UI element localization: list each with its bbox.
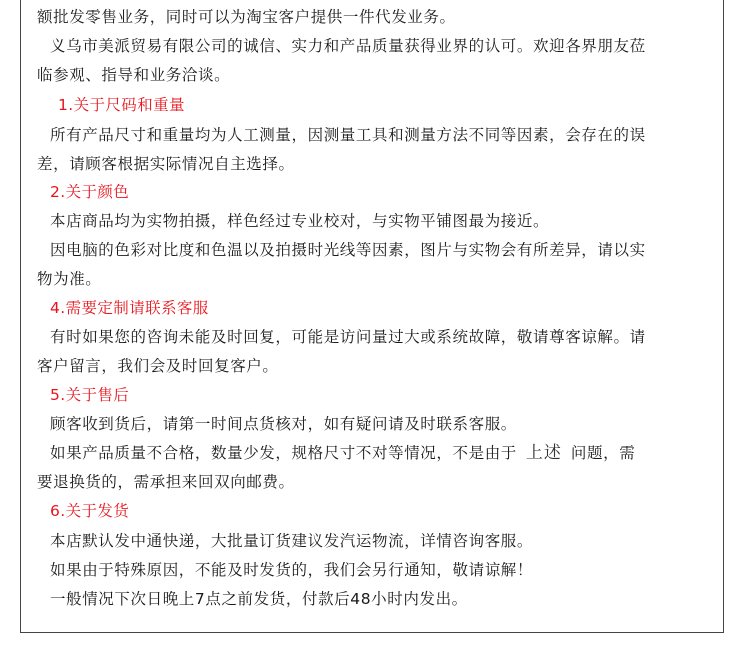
shipping-line-3: 一般情况下次日晚上7点之前发货，付款后48小时内发出。 xyxy=(50,590,468,608)
intro-line-1: 额批发零售业务，同时可以为淘宝客户提供一件代发业务。 xyxy=(37,8,456,26)
section-heading-after-sales: 5.关于售后 xyxy=(50,386,130,404)
size-weight-line-2: 差，请顾客根据实际情况自主选择。 xyxy=(37,155,295,173)
color-line-3: 物为准。 xyxy=(37,270,102,288)
color-line-1: 本店商品均为实物拍摄，样色经过专业校对，与实物平铺图最为接近。 xyxy=(50,212,550,230)
size-weight-line-1: 所有产品尺寸和重量均为人工测量，因测量工具和测量方法不同等因素，会存在的误 xyxy=(50,126,646,144)
after-sales-line-2-end: 问题，需 xyxy=(570,444,636,462)
color-line-2: 因电脑的色彩对比度和色温以及拍摄时光线等因素，图片与实物会有所差异，请以实 xyxy=(50,241,646,259)
custom-line-1: 有时如果您的咨询未能及时回复，可能是访问量过大或系统故障，敬请尊客谅解。请 xyxy=(50,328,646,346)
after-sales-line-1: 顾客收到货后，请第一时间点货核对，如有疑问请及时联系客服。 xyxy=(50,415,517,433)
section-heading-custom: 4.需要定制请联系客服 xyxy=(50,299,209,317)
after-sales-line-2-start: 如果产品质量不合格，数量少发，规格尺寸不对等情况，不是由于 xyxy=(50,444,517,462)
section-heading-shipping: 6.关于发货 xyxy=(50,502,130,520)
section-heading-size-weight: 1.关于尺码和重量 xyxy=(58,96,185,114)
shipping-line-2: 如果由于特殊原因，不能及时发货的，我们会另行通知，敬请谅解！ xyxy=(50,561,534,579)
after-sales-highlight: 上述 xyxy=(525,443,562,463)
shipping-line-1: 本店默认发中通快递，大批量订货建议发汽运物流，详情咨询客服。 xyxy=(50,532,534,550)
after-sales-line-3: 要退换货的，需承担来回双向邮费。 xyxy=(37,473,295,491)
intro-line-2: 义乌市美派贸易有限公司的诚信、实力和产品质量获得业界的认可。欢迎各界朋友莅 xyxy=(50,37,646,55)
intro-line-3: 临参观、指导和业务洽谈。 xyxy=(37,66,231,84)
after-sales-line-2 xyxy=(50,443,635,463)
custom-line-2: 客户留言，我们会及时回复客户。 xyxy=(37,357,279,375)
section-heading-color: 2.关于颜色 xyxy=(50,183,130,201)
